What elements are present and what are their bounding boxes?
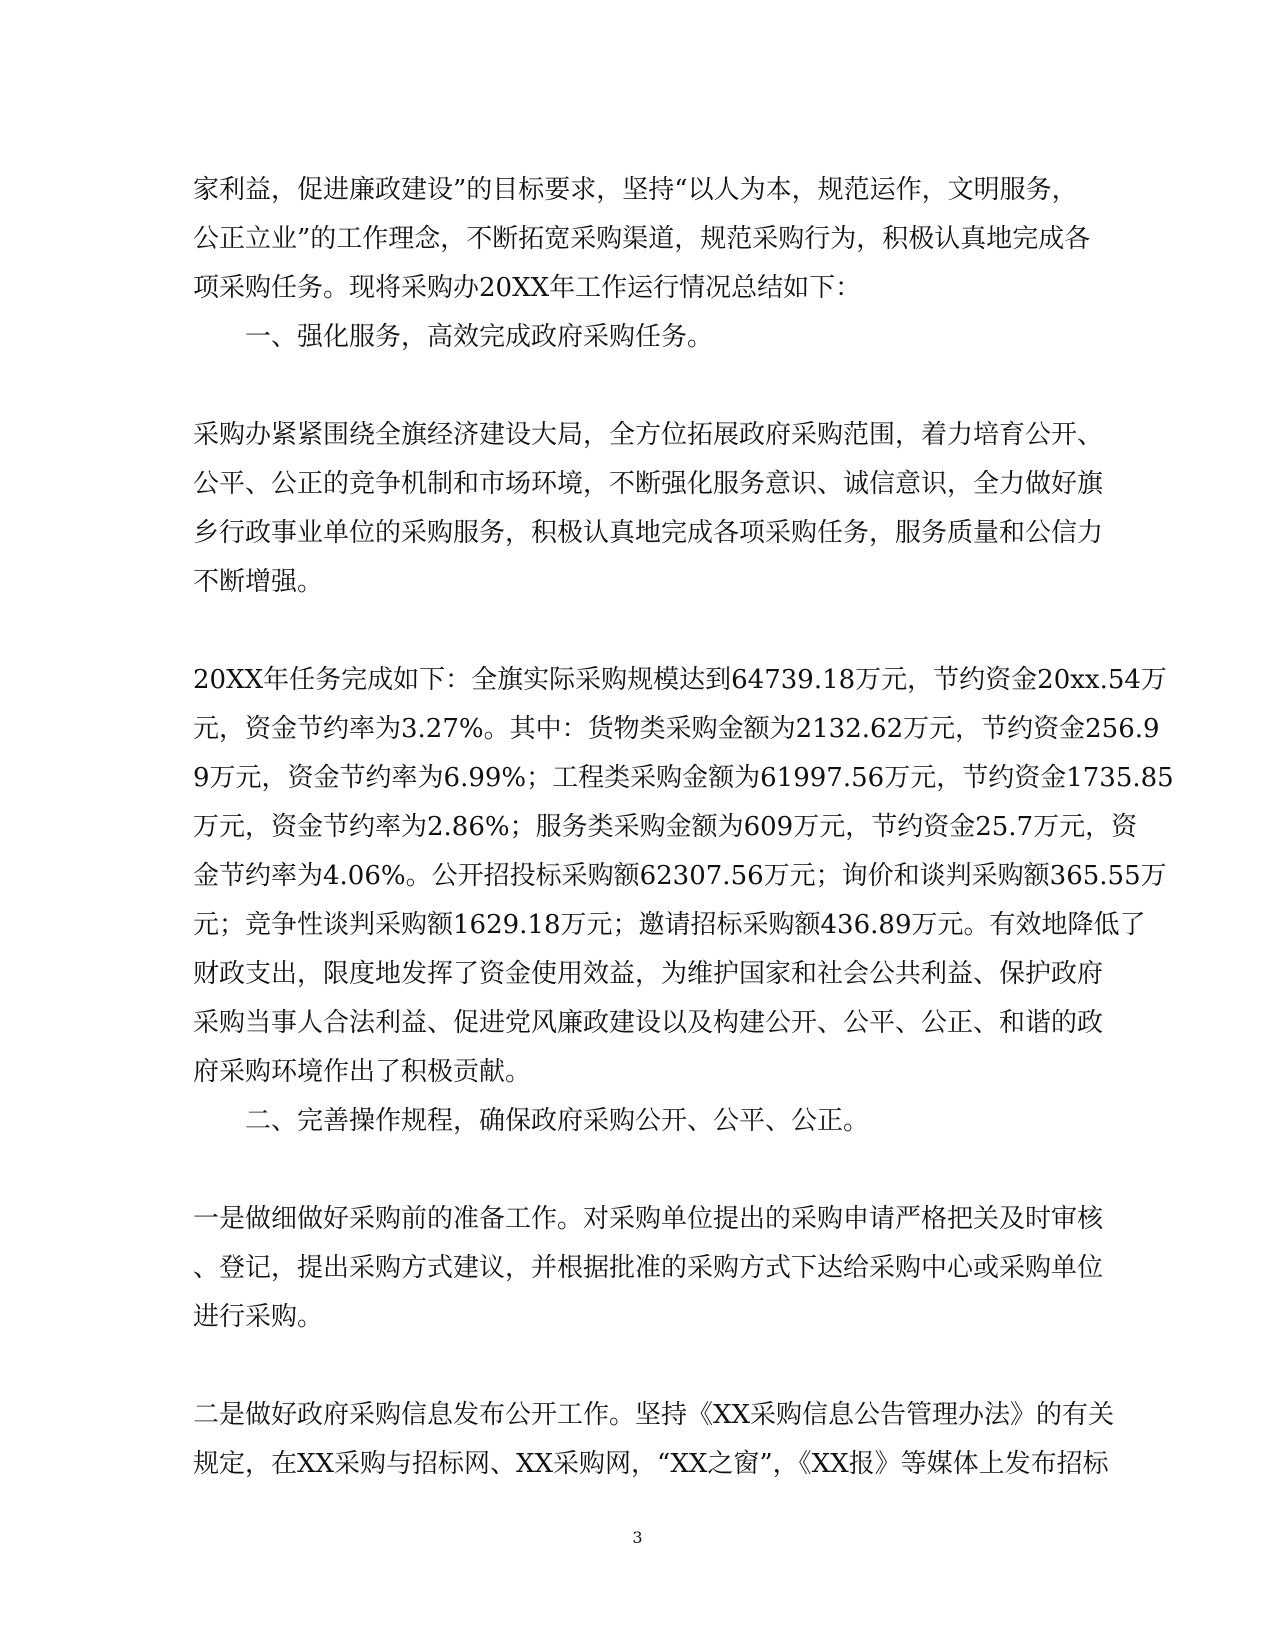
section-heading xyxy=(193,313,1085,362)
text-line: 财政支出，限度地发挥了资金使用效益，为维护国家和社会公共利益、保护政府 xyxy=(193,959,1104,989)
text-line: 不断增强。 xyxy=(193,567,324,597)
paragraph xyxy=(193,656,1174,1097)
text-line: 9万元，资金节约率为6.99%；工程类采购金额为61997.56万元，节约资金1735.85 xyxy=(193,763,1174,793)
paragraph xyxy=(193,1195,1104,1342)
paragraph xyxy=(193,411,1104,607)
text-line: 、登记，提出采购方式建议，并根据批准的采购方式下达给采购中心或采购单位 xyxy=(193,1253,1104,1283)
text-line: 金节约率为4.06%。公开招投标采购额62307.56万元；询价和谈判采购额365.55万 xyxy=(193,861,1167,891)
text-line: 元；竞争性谈判采购额1629.18万元；邀请招标采购额436.89万元。有效地降低了 xyxy=(193,910,1146,940)
text-line: 家利益，促进廉政建设”的目标要求，坚持“以人为本，规范运作，文明服务， xyxy=(193,175,1078,205)
text-line: 进行采购。 xyxy=(193,1302,324,1332)
document-body xyxy=(193,166,1174,1489)
paragraph-gap xyxy=(193,1342,1085,1391)
paragraph-gap xyxy=(193,362,1085,411)
paragraph-gap xyxy=(193,1146,1085,1195)
paragraph-gap xyxy=(193,607,1085,656)
text-line: 一、强化服务，高效完成政府采购任务。 xyxy=(245,322,714,352)
text-line: 二、完善操作规程，确保政府采购公开、公平、公正。 xyxy=(245,1106,870,1136)
text-line: 乡行政事业单位的采购服务，积极认真地完成各项采购任务，服务质量和公信力 xyxy=(193,518,1104,548)
text-line: 万元，资金节约率为2.86%；服务类采购金额为609万元，节约资金25.7万元，资 xyxy=(193,812,1138,842)
text-line: 公平、公正的竞争机制和市场环境，不断强化服务意识、诚信意识，全力做好旗 xyxy=(193,469,1104,499)
paragraph xyxy=(193,1391,1115,1489)
section-heading xyxy=(193,1097,1085,1146)
page-number: 3 xyxy=(632,1528,643,1547)
text-line: 元，资金节约率为3.27%。其中：货物类采购金额为2132.62万元，节约资金256.9 xyxy=(193,714,1160,744)
text-line: 项采购任务。现将采购办20XX年工作运行情况总结如下： xyxy=(193,273,862,303)
text-line: 采购当事人合法利益、促进党风廉政建设以及构建公开、公平、公正、和谐的政 xyxy=(193,1008,1104,1038)
text-line: 20XX年任务完成如下：全旗实际采购规模达到64739.18万元，节约资金20xx.54万 xyxy=(193,665,1167,695)
text-line: 府采购环境作出了积极贡献。 xyxy=(193,1057,532,1087)
text-line: 一是做细做好采购前的准备工作。对采购单位提出的采购申请严格把关及时审核 xyxy=(193,1204,1104,1234)
paragraph xyxy=(193,166,1091,313)
text-line: 规定，在XX采购与招标网、XX采购网，“XX之窗”，《XX报》等媒体上发布招标 xyxy=(193,1449,1109,1479)
text-line: 公正立业”的工作理念，不断拓宽采购渠道，规范采购行为，积极认真地完成各 xyxy=(193,224,1091,254)
text-line: 二是做好政府采购信息发布公开工作。坚持《XX采购信息公告管理办法》的有关 xyxy=(193,1400,1115,1430)
text-line: 采购办紧紧围绕全旗经济建设大局，全方位拓展政府采购范围，着力培育公开、 xyxy=(193,420,1104,450)
